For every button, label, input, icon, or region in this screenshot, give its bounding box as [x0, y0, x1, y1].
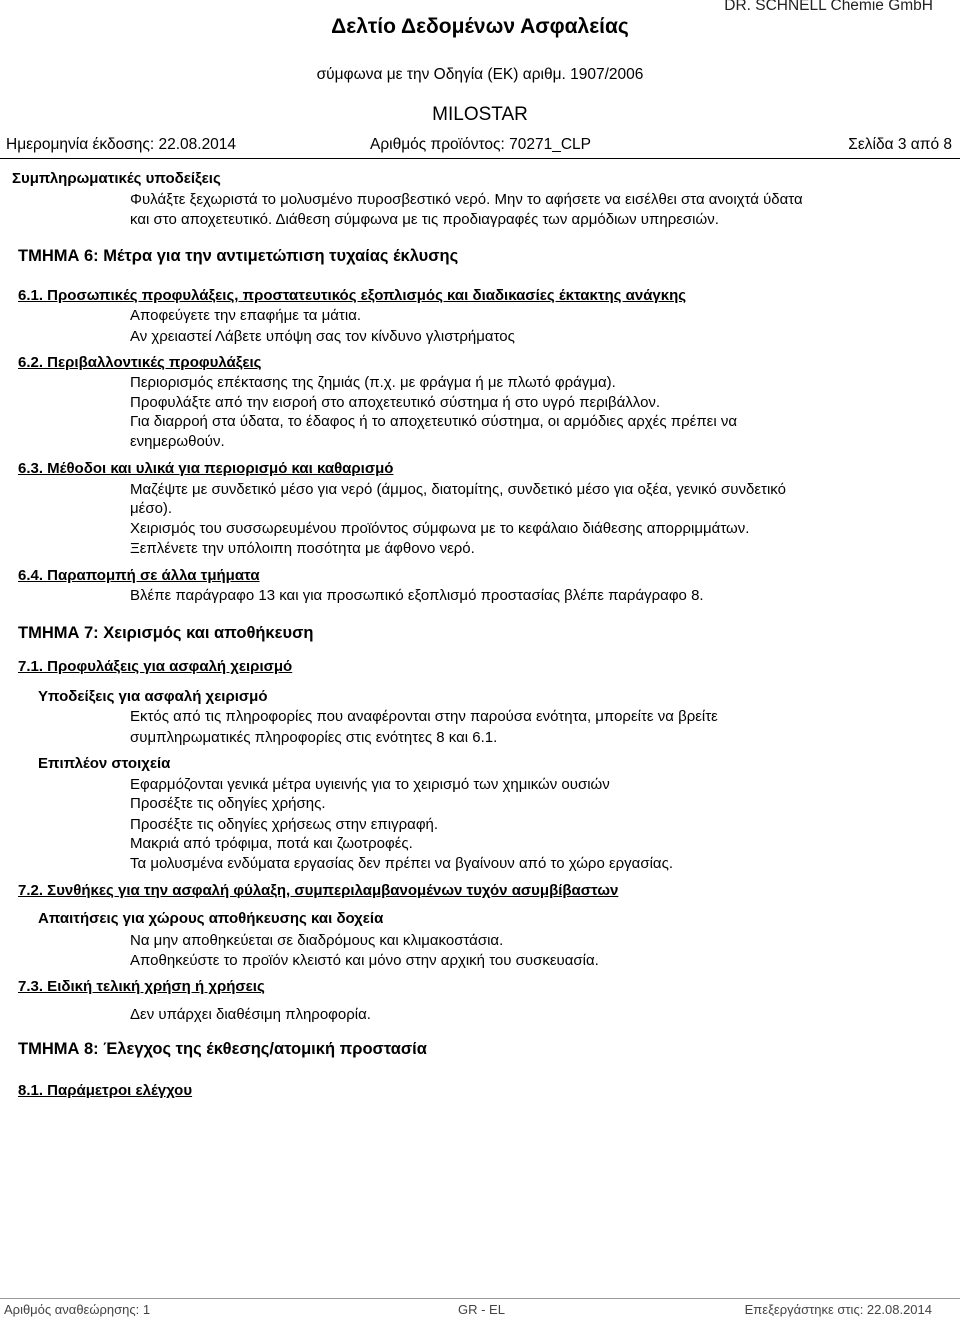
text-line: Μακριά από τρόφιμα, ποτά και ζωοτροφές. [130, 835, 413, 852]
subsection-7-2-heading: 7.2. Συνθήκες για την ασφαλή φύλαξη, συμπεριλαμβανομένων τυχόν ασυμβίβαστων [18, 882, 619, 899]
document-title: Δελτίο Δεδομένων Ασφαλείας [331, 15, 629, 38]
text-line: Προφυλάξτε από την εισροή στο αποχετευτικό σύστημα ή στο υγρό περιβάλλον. [130, 394, 661, 411]
subsection-6-4-heading: 6.4. Παραπομπή σε άλλα τμήματα [18, 567, 260, 584]
supplementary-line: και στο αποχετευτικό. Διάθεση σύμφωνα με τις προδιαγραφές των αρμόδιων υπηρεσιών. [130, 211, 719, 228]
text-line: Προσέξτε τις οδηγίες χρήσεως στην επιγραφή. [130, 816, 439, 833]
section-8-title: ΤΜΗΜΑ 8: Έλεγχος της έκθεσης/ατομική προστασία [18, 1040, 427, 1058]
text-line: μέσο). [130, 500, 173, 517]
page-number: Σελίδα 3 από 8 [848, 136, 952, 153]
regulation-subtitle: σύμφωνα με την Οδηγία (ΕΚ) αριθμ. 1907/2006 [316, 66, 644, 83]
product-number: Αριθμός προϊόντος: 70271_CLP [370, 136, 591, 153]
text-line: Περιορισμός επέκτασης της ζημιάς (π.χ. με φράγμα ή με πλωτό φράγμα). [130, 374, 616, 391]
text-line: Αν χρειαστεί Λάβετε υπόψη σας τον κίνδυνο γλιστρήματος [130, 328, 515, 345]
section-7-title: ΤΜΗΜΑ 7: Χειρισμός και αποθήκευση [18, 624, 314, 642]
product-name: MILOSTAR [432, 104, 528, 125]
language-code: GR - EL [458, 1302, 505, 1317]
subsection-6-2-heading: 6.2. Περιβαλλοντικές προφυλάξεις [18, 354, 262, 371]
subsection-7-1-heading: 7.1. Προφυλάξεις για ασφαλή χειρισμό [18, 658, 293, 675]
subsection-6-1-heading: 6.1. Προσωπικές προφυλάξεις, προστατευτικός εξοπλισμός και διαδικασίες έκτακτης ανάγκης [18, 287, 687, 304]
text-line: Αποθηκεύστε το προϊόν κλειστό και μόνο στην αρχική του συσκευασία. [130, 952, 599, 969]
text-line: Ξεπλένετε την υπόλοιπη ποσότητα με άφθονο νερό. [130, 540, 475, 557]
text-line: Δεν υπάρχει διαθέσιμη πληροφορία. [130, 1006, 371, 1023]
text-line: Χειρισμός του συσσωρευμένου προϊόντος σύμφωνα με το κεφάλαιο διάθεσης απορριμμάτων. [130, 520, 750, 537]
subsection-7-3-heading: 7.3. Ειδική τελική χρήση ή χρήσεις [18, 978, 265, 995]
text-line: Για διαρροή στα ύδατα, το έδαφος ή το αποχετευτικό σύστημα, οι αρμόδιες αρχές πρέπει να [130, 413, 738, 430]
text-line: συμπληρωματικές πληροφορίες στις ενότητες 8 και 6.1. [130, 729, 498, 746]
text-line: Εκτός από τις πληροφορίες που αναφέρονται στην παρούσα ενότητα, μπορείτε να βρείτε [130, 708, 718, 725]
further-info-label: Επιπλέον στοιχεία [38, 755, 171, 772]
text-line: Να μην αποθηκεύεται σε διαδρόμους και κλιμακοστάσια. [130, 932, 504, 949]
text-line: Βλέπε παράγραφο 13 και για προσωπικό εξοπλισμό προστασίας βλέπε παράγραφο 8. [130, 587, 704, 604]
supplementary-heading: Συμπληρωματικές υποδείξεις [12, 170, 221, 187]
text-line: ενημερωθούν. [130, 433, 225, 450]
section-6-title: ΤΜΗΜΑ 6: Μέτρα για την αντιμετώπιση τυχαίας έκλυσης [18, 247, 459, 265]
text-line: Τα μολυσμένα ενδύματα εργασίας δεν πρέπει να βγαίνουν από το χώρο εργασίας. [130, 855, 674, 872]
header-divider [0, 158, 960, 159]
processed-date: Επεξεργάστηκε στις: 22.08.2014 [744, 1302, 932, 1317]
company-name: DR. SCHNELL Chemie GmbH [724, 0, 933, 14]
revision-number: Αριθμός αναθεώρησης: 1 [4, 1302, 151, 1317]
text-line: Μαζέψτε με συνδετικό μέσο για νερό (άμμος, διατομίτης, συνδετικό μέσο για οξέα, γενικό συνδετικό [130, 481, 786, 498]
subsection-6-3-heading: 6.3. Μέθοδοι και υλικά για περιορισμό και καθαρισμό [18, 460, 394, 477]
footer-divider [0, 1298, 960, 1299]
subsection-8-1-heading: 8.1. Παράμετροι ελέγχου [18, 1082, 193, 1099]
supplementary-line: Φυλάξτε ξεχωριστά το μολυσμένο πυροσβεστικό νερό. Μην το αφήσετε να εισέλθει στα ανοιχτά ύδατα [130, 191, 803, 208]
safe-handling-label: Υποδείξεις για ασφαλή χειρισμό [38, 688, 268, 705]
text-line: Εφαρμόζονται γενικά μέτρα υγιεινής για το χειρισμό των χημικών ουσιών [130, 776, 610, 793]
text-line: Αποφεύγετε την επαφήμε τα μάτια. [130, 307, 362, 324]
issue-date: Ημερομηνία έκδοσης: 22.08.2014 [6, 136, 237, 153]
storage-label: Απαιτήσεις για χώρους αποθήκευσης και δοχεία [38, 910, 384, 927]
text-line: Προσέξτε τις οδηγίες χρήσης. [130, 795, 326, 812]
